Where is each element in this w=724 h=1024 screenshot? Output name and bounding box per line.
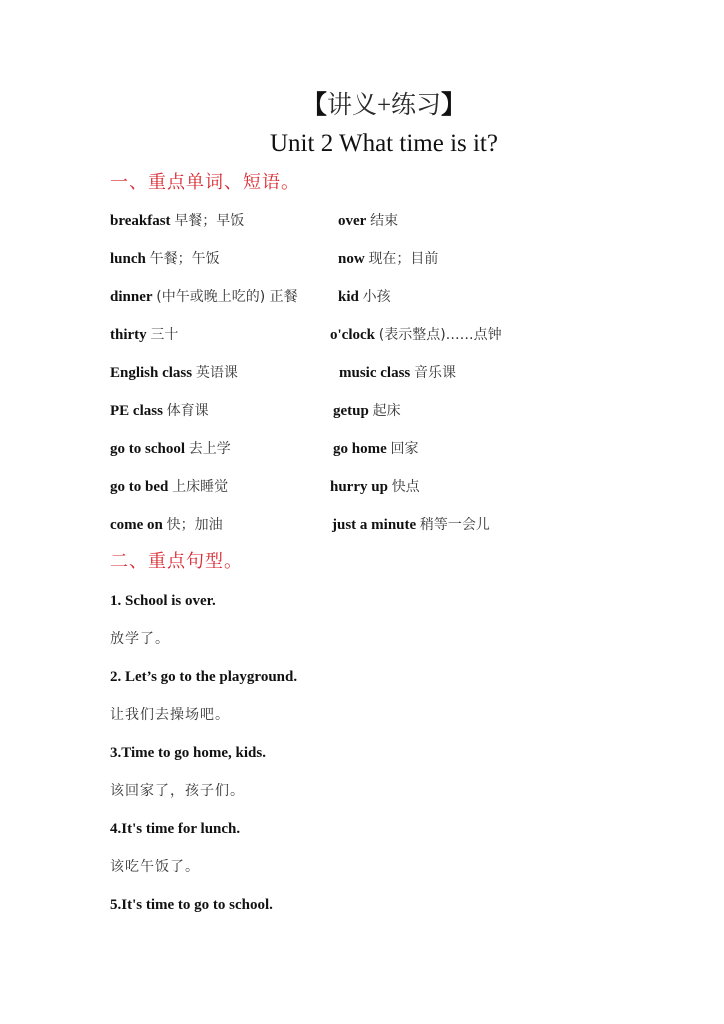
vocab-item bbox=[110, 285, 298, 309]
vocab-item bbox=[339, 361, 456, 385]
vocab-cn: (中午或晚上吃的) 正餐 bbox=[156, 289, 298, 305]
vocab-item bbox=[333, 437, 419, 461]
sentence-en: 5.It's time to go to school. bbox=[110, 897, 273, 913]
bracket-open: 【 bbox=[301, 92, 327, 119]
vocab-item bbox=[110, 247, 220, 271]
vocab-item bbox=[110, 361, 238, 385]
vocab-item bbox=[110, 209, 244, 233]
vocab-en: just a minute bbox=[332, 517, 417, 533]
vocab-en: thirty bbox=[110, 327, 147, 343]
vocab-en: PE class bbox=[110, 403, 163, 419]
vocab-cn: 结束 bbox=[370, 213, 399, 229]
sentence-en: 1. School is over. bbox=[110, 593, 216, 609]
vocab-row bbox=[0, 513, 724, 537]
sentence-en: 4.It's time for lunch. bbox=[110, 821, 241, 837]
sentence-cn: 该回家了，孩子们。 bbox=[110, 783, 245, 799]
vocab-row bbox=[0, 361, 724, 385]
vocab-en: dinner bbox=[110, 289, 153, 305]
vocab-en: go home bbox=[333, 441, 387, 457]
vocab-cn: 小孩 bbox=[362, 289, 391, 305]
vocab-item bbox=[338, 247, 438, 271]
vocab-item bbox=[110, 437, 231, 461]
vocab-en: hurry up bbox=[330, 479, 388, 495]
vocab-item bbox=[330, 475, 420, 499]
vocab-cn: (表示整点)……点钟 bbox=[378, 327, 502, 343]
vocab-item bbox=[333, 399, 401, 423]
vocab-item bbox=[330, 323, 502, 347]
vocab-cn: 英语课 bbox=[195, 365, 238, 381]
vocab-en: go to school bbox=[110, 441, 185, 457]
sentence-cn: 该吃午饭了。 bbox=[110, 859, 200, 875]
vocab-item bbox=[332, 513, 490, 537]
vocab-item bbox=[110, 399, 209, 423]
sentence-cn: 放学了。 bbox=[110, 631, 170, 647]
vocab-en: go to bed bbox=[110, 479, 169, 495]
vocab-en: over bbox=[338, 213, 367, 229]
vocab-item bbox=[338, 285, 391, 309]
vocab-cn: 快；加油 bbox=[166, 517, 223, 533]
bracket-close: 】 bbox=[441, 92, 467, 119]
document-title-cn bbox=[0, 88, 724, 124]
vocab-cn: 去上学 bbox=[188, 441, 231, 457]
vocab-row bbox=[0, 475, 724, 499]
vocab-en: getup bbox=[333, 403, 369, 419]
vocab-en: lunch bbox=[110, 251, 146, 267]
vocab-cn: 起床 bbox=[372, 403, 401, 419]
vocab-row bbox=[0, 399, 724, 423]
sentence-cn: 让我们去操场吧。 bbox=[110, 707, 230, 723]
vocab-item bbox=[110, 323, 178, 347]
vocab-cn: 午餐；午饭 bbox=[149, 251, 220, 267]
vocab-en: breakfast bbox=[110, 213, 171, 229]
vocab-row bbox=[0, 437, 724, 461]
vocab-cn: 上床睡觉 bbox=[172, 479, 229, 495]
vocab-en: o'clock bbox=[330, 327, 375, 343]
vocab-row bbox=[0, 285, 724, 309]
section-heading-sentences: 二、重点句型。 bbox=[110, 551, 243, 572]
section-heading-vocab: 一、重点单词、短语。 bbox=[110, 172, 300, 193]
vocab-cn: 体育课 bbox=[166, 403, 209, 419]
document-title-en: Unit 2 What time is it? bbox=[270, 130, 498, 157]
vocab-en: now bbox=[338, 251, 365, 267]
vocab-cn: 音乐课 bbox=[414, 365, 456, 381]
vocab-cn: 三十 bbox=[150, 327, 179, 343]
vocab-en: English class bbox=[110, 365, 193, 381]
title-cn-text: 讲义+练习 bbox=[326, 92, 442, 119]
vocab-en: kid bbox=[338, 289, 359, 305]
vocab-cn: 稍等一会儿 bbox=[419, 517, 490, 533]
vocab-en: come on bbox=[110, 517, 163, 533]
vocab-row bbox=[0, 209, 724, 233]
vocab-item bbox=[110, 513, 223, 537]
vocab-cn: 快点 bbox=[391, 479, 420, 495]
vocab-en: music class bbox=[339, 365, 411, 381]
vocab-row bbox=[0, 247, 724, 271]
vocab-cn: 早餐；早饭 bbox=[174, 213, 245, 229]
vocab-cn: 现在；目前 bbox=[368, 251, 439, 267]
vocab-row bbox=[0, 323, 724, 347]
vocab-item bbox=[110, 475, 228, 499]
vocab-cn: 回家 bbox=[390, 441, 419, 457]
sentence-en: 3.Time to go home, kids. bbox=[110, 745, 266, 761]
vocab-item bbox=[338, 209, 398, 233]
sentence-en: 2. Let’s go to the playground. bbox=[110, 669, 298, 685]
